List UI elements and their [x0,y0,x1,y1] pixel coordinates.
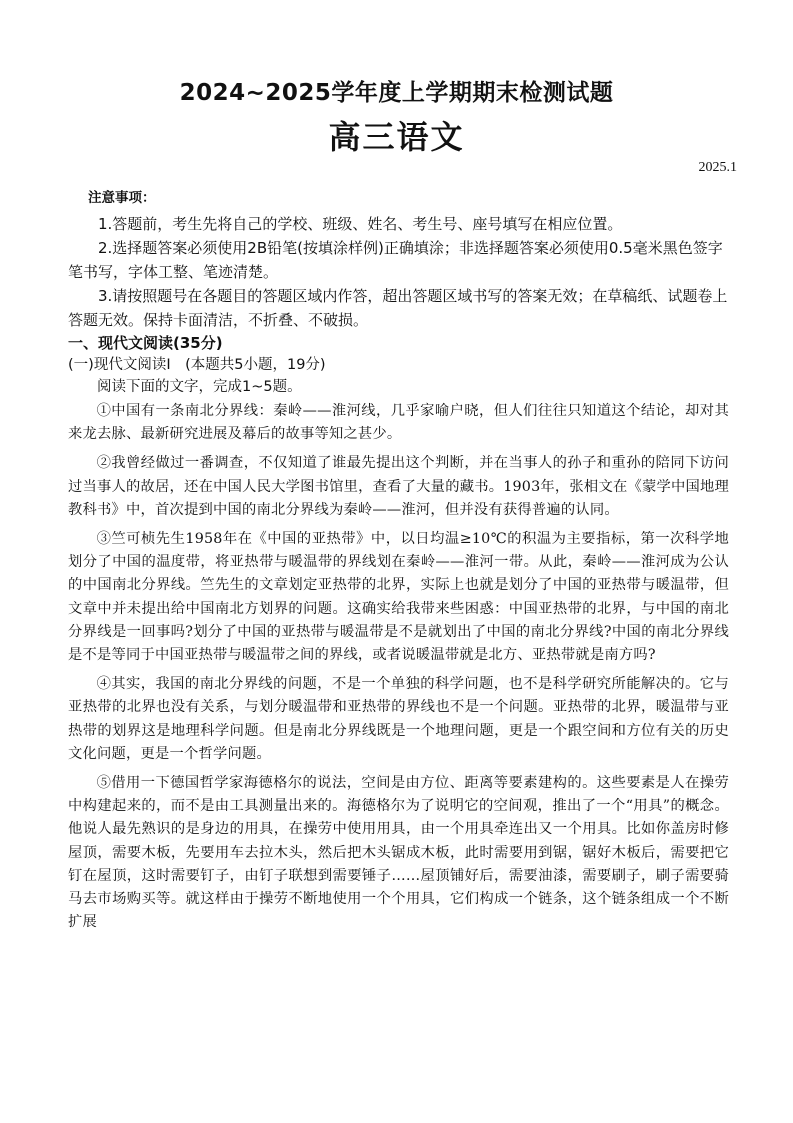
passage-paragraph: ⑤借用一下德国哲学家海德格尔的说法，空间是由方位、距离等要素建构的。这些要素是人在操劳中构建起来的，而不是由工具测量出来的。海德格尔为了说明它的空间观，推出了一个“用具”的概念。他说人最先熟识的是身边的用具，在操劳中使用用具，由一个用具牵连出又一个用具。比如你盖房时修屋顶，需要木板，先要用车去拉木头，然后把木头锯成木板，此时需要用到锯，锯好木板后，需要把它钉在屋顶，这时需要钉子，由钉子联想到需要锤子……屋顶铺好后，需要油漆，需要刷子，刷子需要骑马去市场购买等。就这样由于操劳不断地使用一个个用具，它们构成一个链条，这个链条组成一个不断扩展 [68,775,729,931]
passage-paragraph: ②我曾经做过一番调查，不仅知道了谁最先提出这个判断，并在当事人的孙子和重孙的陪同下访问过当事人的故居，还在中国人民大学图书馆里，查看了大量的藏书。1903年，张相文在《蒙学中国地理教科书》中，首次提到中国的南北分界线为秦岭——淮河，但并没有获得普遍的认同。 [68,455,729,518]
exam-title: 2024~2025学年度上学期期末检测试题 [179,80,614,106]
passage-paragraph: ④其实，我国的南北分界线的问题，不是一个单独的科学问题，也不是科学研究所能解决的。它与亚热带的北界也没有关系，与划分暖温带和亚热带的界线也不是一个问题。亚热带的北界，暖温带与亚热带的划界这是地理科学问题。但是南北分界线既是一个地理问题，更是一个跟空间和方位有关的历史文化问题，更是一个哲学问题。 [68,676,729,762]
exam-body [68,188,729,940]
passage-paragraph: ①中国有一条南北分界线：秦岭——淮河线，几乎家喻户晓，但人们往往只知道这个结论，却对其来龙去脉、最新研究进展及幕后的故事等知之甚少。 [68,403,729,443]
reading-instruction: 阅读下面的文字，完成1~5题。 [97,379,302,395]
notice-title: 注意事项： [88,190,156,206]
notice-list [68,212,729,332]
notice-item: 1.答题前，考生先将自己的学校、班级、姓名、考生号、座号填写在相应位置。 [98,215,623,233]
subsection-heading: (一)现代文阅读I (本题共5小题，19分) [68,357,326,373]
notice-item: 2.选择题答案必须使用2B铅笔(按填涂样例)正确填涂；非选择题答案必须使用0.5毫米黑色签字笔书写，字体工整、笔迹清楚。 [68,239,723,281]
reading-passage [68,400,729,934]
notice-item: 3.请按照题号在各题目的答题区域内作答，超出答题区域书写的答案无效；在草稿纸、试题卷上答题无效。保持卡面清洁，不折叠、不破损。 [68,287,728,329]
subject-title: 高三语文 [328,118,465,156]
section-heading: 一、现代文阅读(35分) [68,334,223,352]
passage-paragraph: ③竺可桢先生1958年在《中国的亚热带》中，以日均温≥10℃的积温为主要指标，第一次科学地划分了中国的温度带，将亚热带与暖温带的界线划在秦岭——淮河一带。从此，秦岭——淮河成为公认的中国南北分界线。竺先生的文章划定亚热带的北界，实际上也就是划分了中国的亚热带与暖温带，但文章中并未提出给中国南北方划界的问题。这确实给我带来些困惑：中国亚热带的北界，与中国的南北分界线是一回事吗?划分了中国的亚热带与暖温带是不是就划出了中国的南北分界线?中国的南北分界线是不是等同于中国亚热带与暖温带之间的界线，或者说暖温带就是北方、亚热带就是南方吗? [68,531,729,664]
exam-date: 2025.1 [698,160,737,175]
